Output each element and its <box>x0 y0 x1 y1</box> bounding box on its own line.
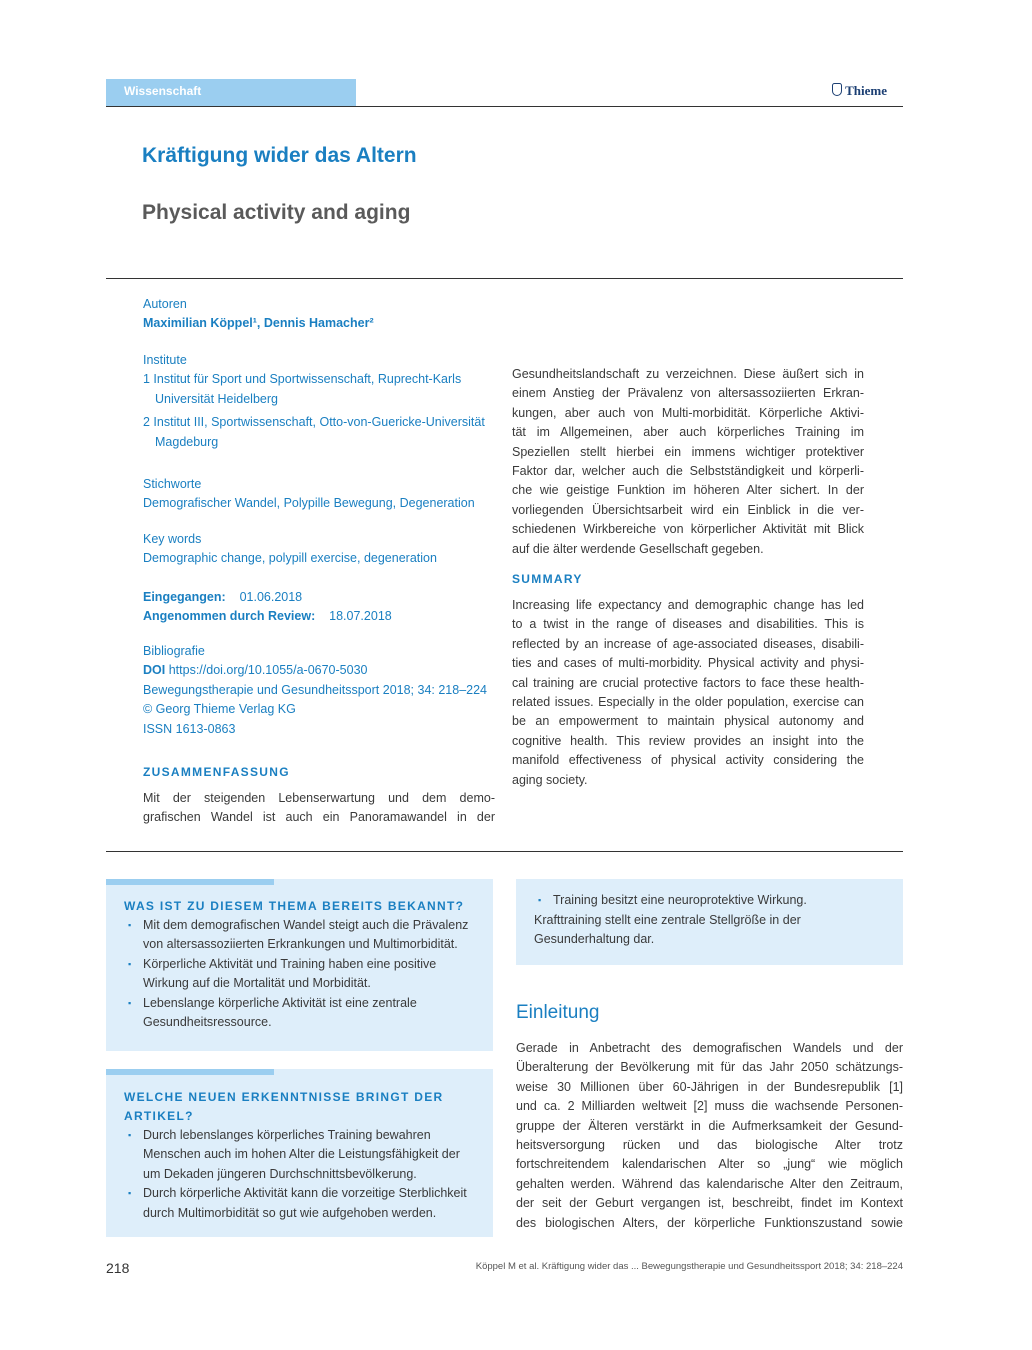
continued-text: Krafttraining stellt eine zentrale Stellgröße in der Gesunderhaltung dar. <box>534 913 801 947</box>
stichworte-value: Demografischer Wandel, Polypille Bewegung, Degeneration <box>143 496 475 511</box>
text-line: be an empowerment to maintain physical autonomy and <box>512 714 864 729</box>
header-divider <box>106 106 903 107</box>
received-date: 01.06.2018 <box>239 590 303 604</box>
authors-list: Maximilian Köppel¹, Dennis Hamacher² <box>143 316 374 331</box>
article-title-english: Physical activity and aging <box>142 201 411 224</box>
stichworte-block <box>143 475 495 514</box>
box-accent-bar <box>106 1069 274 1075</box>
text-line: ties and cases of multi-morbidity. Physical activity and physi- <box>512 656 864 671</box>
text-line: Increasing life expectancy and demographic change has led <box>512 598 864 612</box>
new-findings-list <box>124 1126 476 1223</box>
text-line: einem Anstieg der Prävalenz von altersassoziierten Erkran- <box>512 386 864 401</box>
bibliography-label: Bibliografie <box>143 644 205 658</box>
text-line: schiedenen Wirkbereiche von körperlicher Aktivität mit Blick <box>512 522 864 537</box>
text-line: heitsversorgung rücken und das biologische Alter trotz <box>516 1138 903 1153</box>
known-facts-heading: WAS IST ZU DIESEM THEMA BEREITS BEKANNT? <box>124 899 465 913</box>
text-line: kungen, aber auch von Multi-morbidität. Körperliche Aktivi- <box>512 405 864 420</box>
authors-block <box>143 295 495 334</box>
text-line: Gesundheitslandschaft zu verzeichnen. Diese äußert sich in <box>512 367 864 381</box>
institute-1: 1 Institut für Sport und Sportwissenschaft, Ruprecht-Karls Universität Heidelberg <box>143 372 462 406</box>
institute-2: 2 Institut III, Sportwissenschaft, Otto-von-Guericke-Universität Magdeburg <box>143 415 485 449</box>
institutes-block <box>143 351 495 452</box>
list-item: ▪ Mit dem demografischen Wandel steigt auch die Prävalenz von altersassoziierten Erkrankungen und Multimorbidität. <box>124 916 476 955</box>
stichworte-label: Stichworte <box>143 477 202 491</box>
continued-list <box>534 891 886 910</box>
doi-label: DOI <box>143 663 166 678</box>
text-line: related issues. Especially in the older population, exercise can <box>512 695 864 710</box>
text-line: der seit der Geburt vergangen ist, beschreibt, findet im Kontext <box>516 1196 903 1211</box>
keywords-value: Demographic change, polypill exercise, degeneration <box>143 551 437 566</box>
text-line: to a twist in the range of diseases and disabilities. This is <box>512 617 864 632</box>
zusammenfassung-text-left <box>143 789 495 828</box>
text-line: fortschreitendem kalendarischen Alter so „jung“ wie möglich <box>516 1157 903 1172</box>
section-label: Wissenschaft <box>124 84 202 98</box>
publisher-name: Thieme <box>845 83 887 98</box>
zusammenfassung-text-right <box>512 365 864 559</box>
text-line: gehalten werden. Während das kalendarische Alter den Zeitraum, <box>516 1176 903 1191</box>
text-line: cal training are crucial protective factors to face these health- <box>512 675 864 690</box>
text-line: gruppe der Älteren verstärkt in die Aufmerksamkeit der Gesund- <box>516 1118 903 1133</box>
section-tab <box>106 79 356 106</box>
page-number: 218 <box>106 1260 130 1276</box>
text-line: che wie geistige Funktion im höheren Alter sichert. In der <box>512 483 864 498</box>
article-title-german: Kräftigung wider das Altern <box>142 144 417 167</box>
text-line: reflected by an increase of age-associated diseases, disabili- <box>512 636 864 651</box>
zusammenfassung-heading: ZUSAMMENFASSUNG <box>143 765 290 779</box>
text-line: Mit der steigenden Lebenserwartung und dem demo- <box>143 791 495 805</box>
accepted-date: 18.07.2018 <box>329 609 392 624</box>
text-line: auf die älter werdende Gesellschaft gegeben. <box>512 541 764 556</box>
text-line: vorliegenden Übersichtsarbeit wird ein Einblick in die ver- <box>512 502 864 517</box>
text-line: aging society. <box>512 772 588 787</box>
list-item: ▪ Durch lebenslanges körperliches Training bewahren Menschen auch im hohen Alter die Leistungsfähigkeit der um Dekaden jüngeren Durchschnittsbevölkerung. <box>124 1126 476 1184</box>
dates-block <box>143 588 495 627</box>
summary-heading: SUMMARY <box>512 572 583 586</box>
bibliography-block <box>143 642 495 739</box>
text-line: grafischen Wandel ist auch ein Panoramawandel in der <box>143 810 495 825</box>
footer-citation: Köppel M et al. Kräftigung wider das ... Bewegungstherapie und Gesundheitssport 2018; 34: 218–224 <box>475 1261 903 1272</box>
text-line: manifold effectiveness of physical activity considering the <box>512 753 864 768</box>
keywords-block <box>143 530 495 569</box>
text-line: cognitive health. This review provides an insight into the <box>512 733 864 748</box>
thieme-logo-icon <box>832 83 842 96</box>
abstract-divider <box>106 851 903 852</box>
box-accent-bar <box>106 879 274 885</box>
text-line: weise 30 Millionen über 60-Jährigen in der Bundesrepublik [1] <box>516 1079 903 1094</box>
text-line: Überalterung der Bevölkerung mit für das Jahr 2050 schätzungs- <box>516 1060 903 1075</box>
publisher-logo <box>832 83 887 99</box>
new-findings-box <box>106 1069 493 1237</box>
list-item: ▪ Körperliche Aktivität und Training haben eine positive Wirkung auf die Mortalität und Morbidität. <box>124 955 476 994</box>
accepted-label: Angenommen durch Review: <box>143 609 316 624</box>
new-findings-box-continued <box>516 879 903 965</box>
list-item: ▪ Durch körperliche Aktivität kann die vorzeitige Sterblichkeit durch Multimorbidität so gut wie aufgehoben werden. <box>124 1184 476 1223</box>
authors-label: Autoren <box>143 297 187 311</box>
known-facts-box <box>106 879 493 1051</box>
copyright: © Georg Thieme Verlag KG <box>143 702 296 717</box>
institutes-label: Institute <box>143 353 187 367</box>
known-facts-list <box>124 916 476 1032</box>
text-line: Faktor dar, welcher auch die Selbstständigkeit und körperli- <box>512 464 864 479</box>
received-label: Eingegangen: <box>143 590 226 604</box>
einleitung-text <box>516 1039 903 1233</box>
einleitung-heading: Einleitung <box>516 1002 600 1023</box>
text-line: Gerade in Anbetracht des demografischen Wandels und der <box>516 1041 903 1055</box>
doi-link[interactable]: https://doi.org/10.1055/a-0670-5030 <box>168 663 368 678</box>
list-item: ▪ Training besitzt eine neuroprotektive Wirkung. <box>534 891 886 910</box>
title-divider <box>106 278 903 279</box>
text-line: des biologischen Alters, der körperliche Funktionszustand sowie <box>516 1215 903 1230</box>
issn: ISSN 1613-0863 <box>143 721 236 736</box>
new-findings-heading: WELCHE NEUEN ERKENNTNISSE BRINGT DER ARTIKEL? <box>124 1090 444 1124</box>
text-line: und ca. 2 Milliarden weltweit [2] muss die wachsende Personen- <box>516 1099 903 1114</box>
summary-text <box>512 596 864 790</box>
text-line: tät im Allgemeinen, aber auch körperliches Training im <box>512 425 864 440</box>
journal-citation: Bewegungstherapie und Gesundheitssport 2018; 34: 218–224 <box>143 682 488 697</box>
keywords-label: Key words <box>143 532 202 546</box>
text-line: Speziellen stellt hierbei ein immens wichtiger protektiver <box>512 444 864 459</box>
list-item: ▪ Lebenslange körperliche Aktivität ist eine zentrale Gesundheitsressource. <box>124 994 476 1033</box>
